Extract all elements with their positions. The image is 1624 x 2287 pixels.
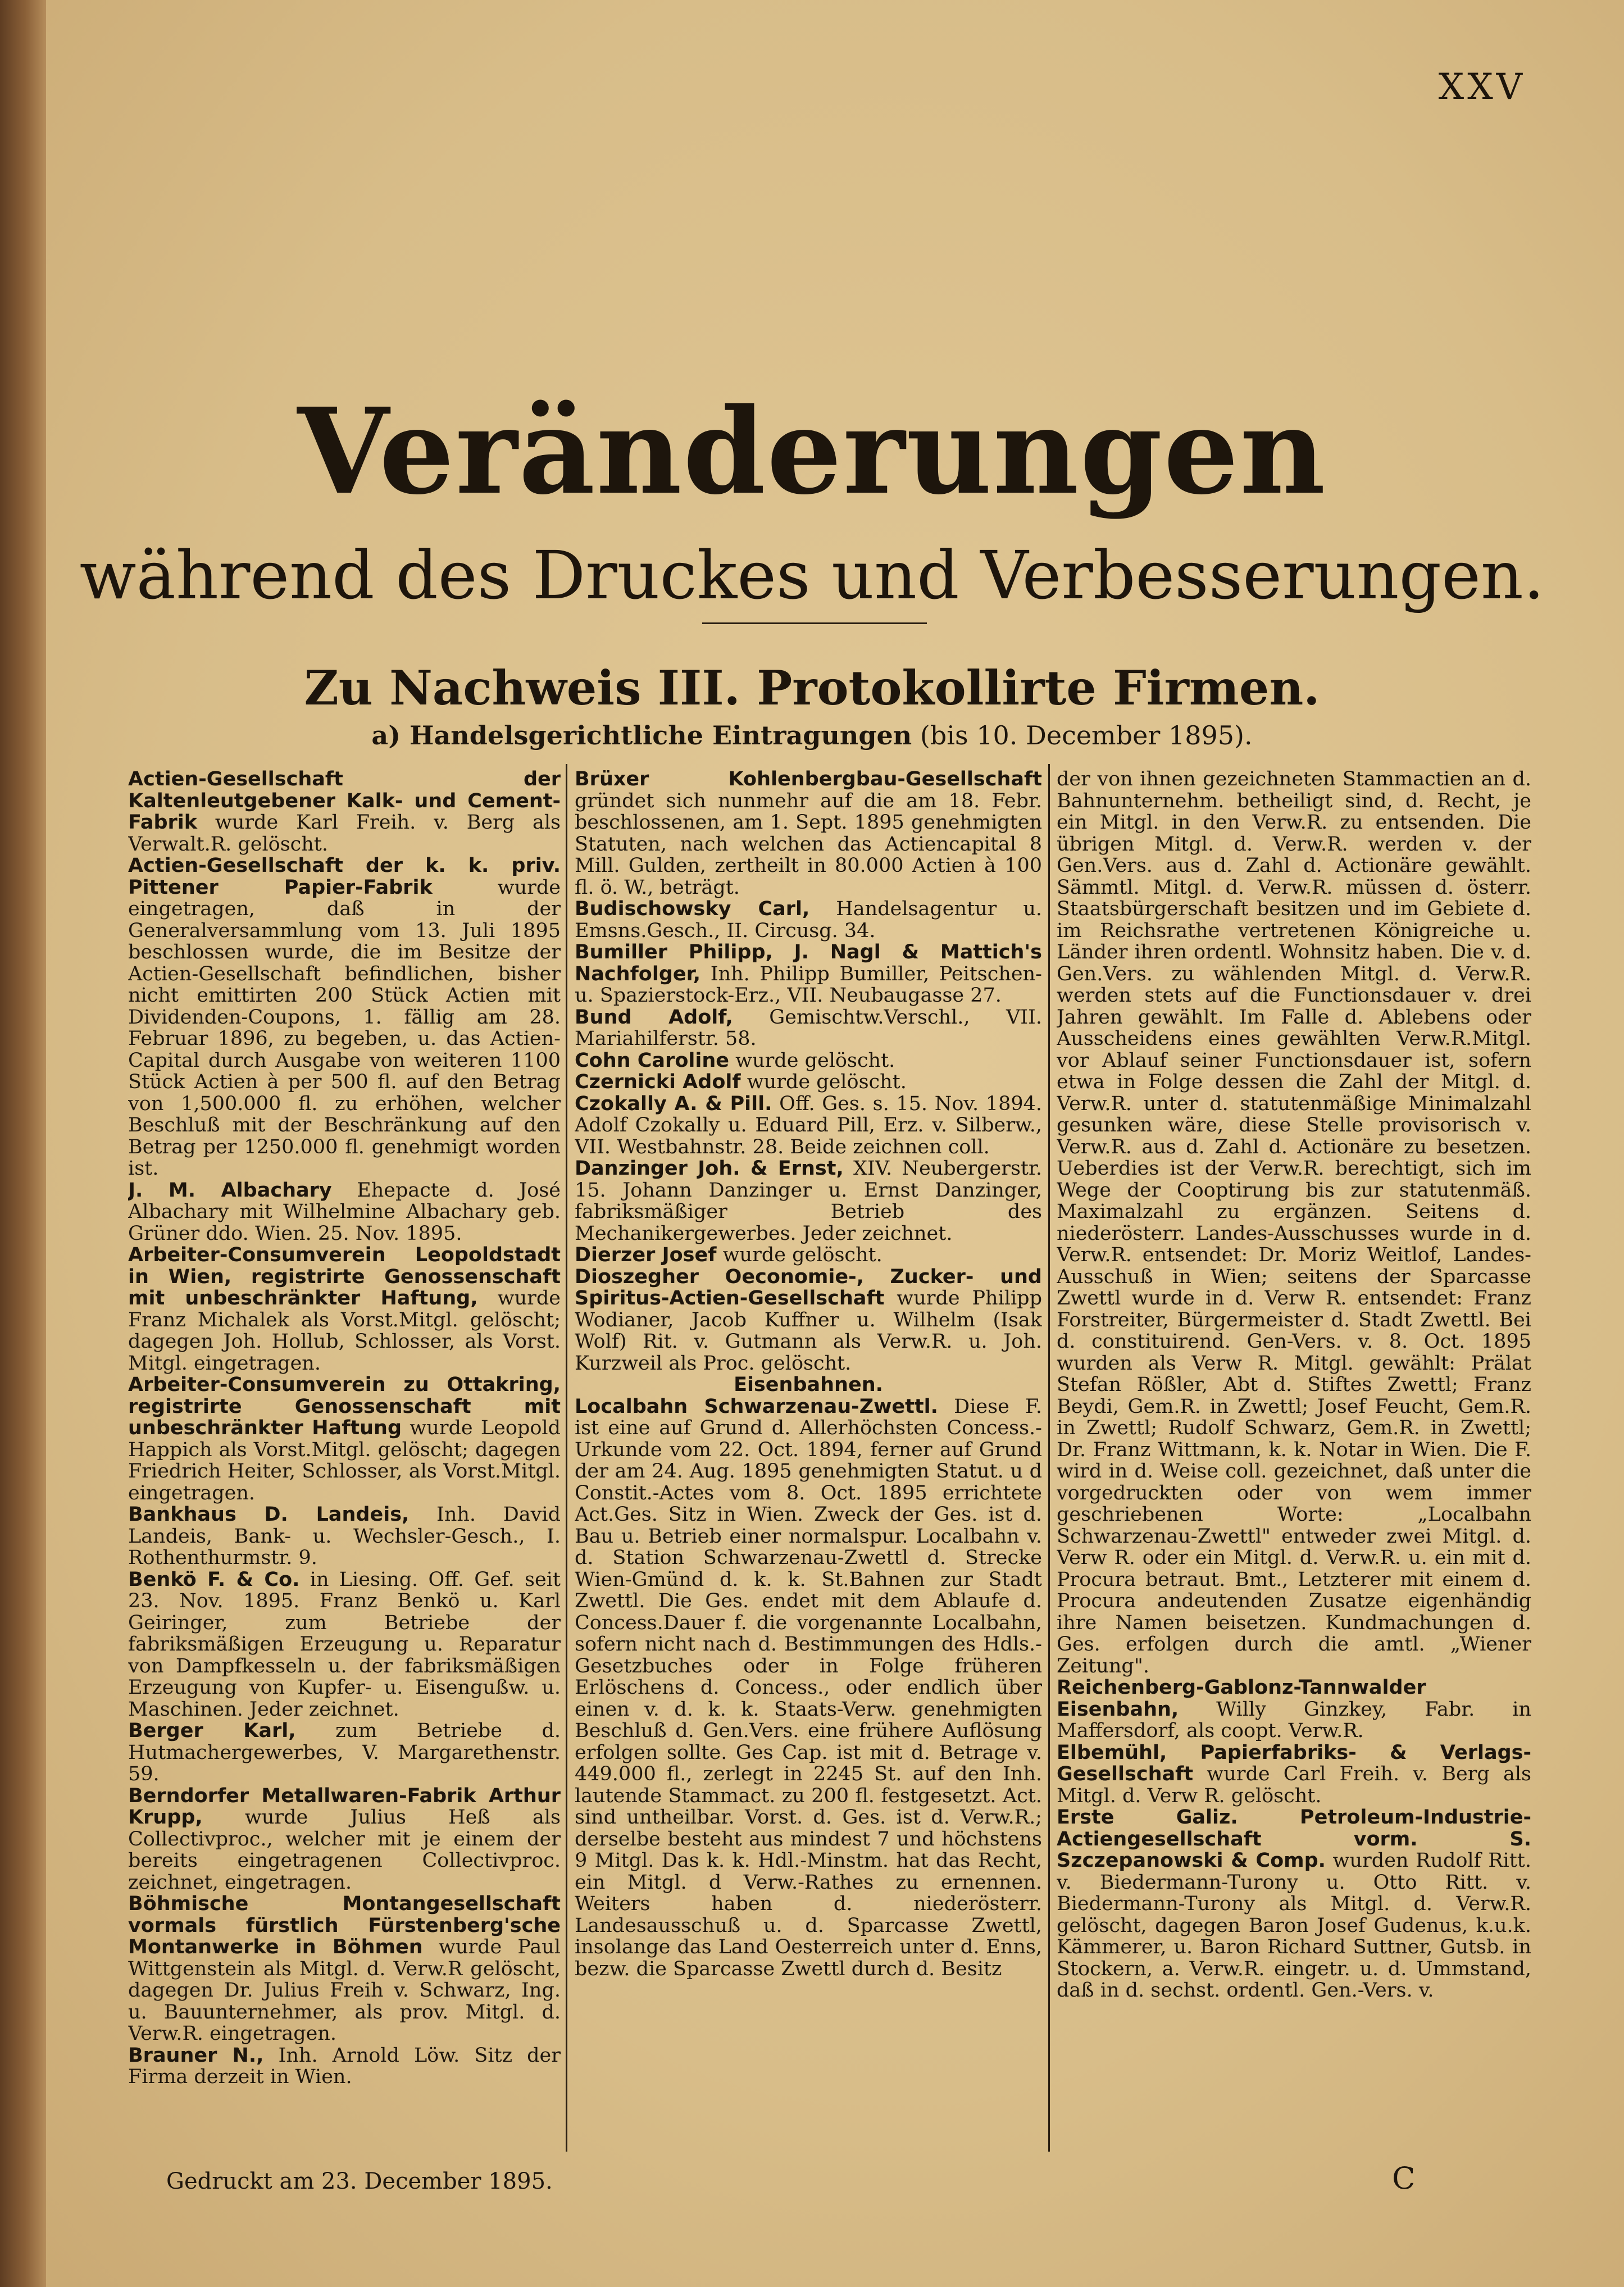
firm-name: Erste Galiz. Petroleum-Industrie-Actiengesellschaft vorm. S. Szczepanowski & Comp. (1057, 1806, 1531, 1872)
register-entry (575, 1266, 1042, 1375)
firm-name: Bund Adolf, (575, 1006, 733, 1029)
firm-name: Brüxer Kohlenbergbau-Gesellschaft (575, 769, 1042, 790)
title-divider (702, 622, 927, 624)
entry-text: wurde gelöscht. (729, 1049, 895, 1072)
register-entry (575, 1071, 1042, 1093)
firm-name: Localbahn Schwarzenau-Zwettl. (575, 1395, 938, 1418)
entry-text: Inh. Philipp Bumiller, Peitschen- u. Spazierstock-Erz., VII. Neubaugasse 27. (575, 962, 1042, 1007)
firm-name: Arbeiter-Consumverein zu Ottakring, registrirte Genossenschaft mit unbeschränkter Haftung (128, 1374, 561, 1439)
firm-name: Bumiller Philipp, J. Nagl & Mattich's Nachfolger, (575, 941, 1042, 985)
register-entry (575, 1050, 1042, 1072)
firm-name: Actien-Gesellschaft der k. k. priv. Pittener Papier-Fabrik (128, 854, 561, 899)
entry-text: wurde eingetragen, daß in der Generalversammlung vom 13. Juli 1895 beschlossen wurde, die im Besitze der Actien-Gesellschaft befindlichen, bisher nicht emittirten 200 Stück Actien mit Dividenden-Coupons, 1. fällig am 28. Februar 1896, zu begeben, u. das Actien-Capital durch Ausgabe von weiteren 1100 Stück Actien à per 500 fl. auf den Betrag von 1,500.000 fl. zu erhöhen, welcher Beschluß mit der Beschränkung auf den Betrag per 1250.000 fl. genehmigt worden ist. (128, 876, 561, 1180)
register-entry (575, 1396, 1042, 1980)
firm-name: Benkö F. & Co. (128, 1568, 300, 1591)
print-date: Gedruckt am 23. December 1895. (166, 2168, 553, 2194)
firm-name: Czokally A. & Pill. (575, 1092, 772, 1115)
firm-name: Dierzer Josef (575, 1244, 717, 1266)
firm-name: Actien-Gesellschaft der Kaltenleutgebener Kalk- und Cement-Fabrik (128, 769, 561, 834)
register-entry (128, 1180, 561, 1245)
entry-text: Inh. David Landeis, Bank- u. Wechsler-Gesch., I. Rothenthurmstr. 9. (128, 1503, 561, 1569)
entry-text: XIV. Neubergerstr. 15. Johann Danzinger u. Ernst Danzinger, fabriksmäßiger Betrieb des Mechanikergewerbes. Jeder zeichnet. (575, 1157, 1042, 1245)
firm-name: Berndorfer Metallwaren-Fabrik Arthur Krupp, (128, 1784, 561, 1829)
firm-name: Berger Karl, (128, 1720, 296, 1742)
firm-name: Budischowsky Carl, (575, 898, 810, 920)
entry-text: wurde Franz Michalek als Vorst.Mitgl. gelöscht; dagegen Joh. Hollub, Schlosser, als Vorst. Mitgl. eingetragen. (128, 1287, 561, 1375)
entry-text: in Liesing. Off. Gef. seit 23. Nov. 1895. Franz Benkö u. Karl Geiringer, zum Betriebe der fabriksmäßigen Erzeugung u. Reparatur von Dampfkesseln u. der fabriksmäßigen Erzeugung von Kupfer- u. Eisengußw. u. Maschinen. Jeder zeichnet. (128, 1568, 561, 1721)
firm-name: Czernicki Adolf (575, 1071, 741, 1093)
entry-text: Handelsagentur u. Emsns.Gesch., II. Circusg. 34. (575, 898, 1042, 942)
register-entry (575, 1007, 1042, 1050)
register-entry (1057, 1677, 1531, 1742)
entry-text: wurde gelöscht. (740, 1071, 907, 1093)
entry-text: wurde gelöscht. (716, 1244, 882, 1266)
firm-name: Danzinger Joh. & Ernst, (575, 1157, 844, 1180)
register-entry (128, 1785, 561, 1894)
firm-name: Bankhaus D. Landeis, (128, 1503, 410, 1526)
category-heading: Eisenbahnen. (734, 1374, 883, 1396)
entry-text: Willy Ginzkey, Fabr. in Maffersdorf, als coopt. Verw.R. (1057, 1698, 1531, 1742)
entry-text: wurden Rudolf Ritt. v. Biedermann-Turony u. Otto Ritt. v. Biedermann-Turony als Mitgl. d. Verw.R. gelöscht, dagegen Baron Josef Gudenus, k.u.k. Kämmerer, u. Baron Richard Suttner, Gutsb. in Stockern, a. Verw.R. eingetr. u. d. Ummstand, daß in d. sechst. ordentl. Gen.-Vers. v. (1057, 1849, 1531, 2002)
register-entry (1057, 1807, 1531, 2002)
entry-text: wurde Karl Freih. v. Berg als Verwalt.R. gelöscht. (128, 811, 561, 856)
register-entry (128, 1720, 561, 1785)
entry-text: Diese F. ist eine auf Grund d. Allerhöchsten Concess.-Urkunde vom 22. Oct. 1894, ferner auf Grund der am 24. Aug. 1895 genehmigten Statut. u d Constit.-Actes vom 8. Oct. 1895 errichtete Act.Ges. Sitz in Wien. Zweck der Ges. ist d. Bau u. Betrieb einer normalspur. Localbahn v. d. Station Schwarzenau-Zwettl d. Strecke Wien-Gmünd d. k. k. St.Bahnen zur Stadt Zwettl. Die Ges. endet mit dem Ablaufe d. Concess.Dauer f. die vorgenannte Localbahn, sofern nicht nach d. Bestimmungen des Hdls.-Gesetzbuches oder in Folge früheren Erlöschens d. Concess., oder endlich über einen v. d. k. k. Staats-Verw. genehmigten Beschluß d. Gen.Vers. eine frühere Auflösung erfolgen sollte. Ges Cap. ist mit d. Betrage v. 449.000 fl., zerlegt in 2245 St. auf den Inh. lautende Stammact. zu 200 fl. festgesetzt. Act. sind untheilbar. Vorst. d. Ges. ist d. Verw.R.; derselbe besteht aus mindest 7 und höchstens 9 Mitgl. Das k. k. Hdl.-Minstm. hat das Recht, ein Mitgl. d Verw.-Rathes zu ernennen. Weiters haben d. niederösterr. Landesausschuß u. d. Sparcasse Zwettl, insolange das Land Oesterreich unter d. Enns, bezw. die Sparcasse Zwettl durch d. Besitz (575, 1395, 1042, 1980)
register-entry (575, 1093, 1042, 1158)
register-entry (575, 769, 1042, 898)
entry-text: wurde Leopold Happich als Vorst.Mitgl. gelöscht; dagegen Friedrich Heiter, Schlosser, als Vorst.Mitgl. eingetragen. (128, 1417, 561, 1504)
register-entry (1057, 1742, 1531, 1807)
register-entry (128, 1244, 561, 1374)
register-entry (128, 1374, 561, 1504)
book-binding-edge (0, 0, 46, 2287)
section-subtitle-note: (bis 10. December 1895). (912, 720, 1253, 751)
section-subtitle-label: a) Handelsgerichtliche Eintragungen (371, 720, 912, 751)
entry-text: wurde Paul Wittgenstein als Mitgl. d. Verw.R gelöscht, dagegen Dr. Julius Freih v. Schwarz, Ing. u. Bauunternehmer, als prov. Mitgl. d. Verw.R. eingetragen. (128, 1936, 561, 2045)
register-entry (128, 1569, 561, 1721)
section-title: Zu Nachweis III. Protokollirte Firmen. (304, 660, 1320, 716)
register-entry (128, 855, 561, 1180)
entry-text: Ehepacte d. José Albachary mit Wilhelmine Albachary geb. Grüner ddo. Wien. 25. Nov. 1895. (128, 1179, 561, 1245)
signature-mark: C (1392, 2161, 1416, 2196)
entry-text: zum Betriebe d. Hutmachergewerbes, V. Margarethenstr. 59. (128, 1720, 561, 1785)
column-divider-1 (566, 764, 567, 2152)
firm-name: Cohn Caroline (575, 1049, 730, 1072)
register-entry (128, 1504, 561, 1569)
entry-text: der von ihnen gezeichneten Stammactien an d. Bahnunternehm. betheiligt sind, d. Recht, je ein Mitgl. in den Verw.R. zu entsenden. Die übrigen Mitgl. d. Verw.R. werden v. der Gen.Vers. aus d. Zahl d. Actionäre gewählt. Sämmtl. Mitgl. d. Verw.R. müssen d. österr. Staatsbürgerschaft besitzen und im Gebiete d. im Reichsrathe vertretenen Königreiche u. Länder ihren ordentl. Wohnsitz haben. Die v. d. Gen.Vers. zu wählenden Mitgl. d. Verw.R. werden stets auf die Functionsdauer v. drei Jahren gewählt. Im Falle d. Ablebens oder Ausscheidens eines gewählten Verw.R.Mitgl. vor Ablauf seiner Functionsdauer ist, sofern etwa in Folge dessen die Zahl der Mitgl. d. Verw.R. unter d. statutenmäßige Minimalzahl gesunken wäre, diese Stelle provisorisch v. Verw.R. aus d. Zahl d. Actionäre zu besetzen. Ueberdies ist der Verw.R. berechtigt, sich im Wege der Cooptirung bis zur statutenmäß. Maximalzahl zu ergänzen. Seitens d. niederösterr. Landes-Ausschusses wurde in d. Verw.R. entsendet: Dr. Moriz Weitlof, Landes-Ausschuß in Wien; seitens der Sparcasse Zwettl wurde in d. Verw R. entsendet: Franz Forstreiter, Bürgermeister d. Stadt Zwettl. Bei d. constituirend. Gen-Vers. v. 8. Oct. 1895 wurden als Verw R. Mitgl. gewählt: Prälat Stefan Rößler, Abt d. Stiftes Zwettl; Franz Beydi, Gem.R. in Zwettl; Josef Feucht, Gem.R. in Zwettl; Rudolf Schwarz, Gem.R. in Zwettl; Dr. Franz Wittmann, k. k. Notar in Wien. Die F. wird in d. Weise coll. gezeichnet, daß unter die vorgedruckten oder von wem immer geschriebenen Worte: „Localbahn Schwarzenau-Zwettl" entweder zwei Mitgl. d. Verw R. oder ein Mitgl. d. Verw.R. u. ein mit d. Procura betraut. Bmt., Letzterer mit einem d. Procura andeutenden Zusatze eigenhändig ihre Namen beisetzen. Kundmachungen d. Ges. erfolgen durch die amtl. „Wiener Zeitung". (1057, 769, 1531, 1677)
firm-name: Reichenberg-Gablonz-Tannwalder Eisenbahn, (1057, 1676, 1426, 1721)
firm-name: Elbemühl, Papierfabriks- & Verlags-Gesellschaft (1057, 1741, 1531, 1785)
register-entry (575, 942, 1042, 1007)
column-divider-2 (1048, 764, 1050, 2152)
register-entry (128, 1893, 561, 2045)
section-subtitle (0, 720, 1624, 751)
register-entry (1057, 769, 1531, 1677)
main-title: Veränderungen (297, 382, 1327, 521)
entry-text: wurde Philipp Wodianer, Jacob Kuffner u. Wilhelm (Isak Wolf) Rit. v. Gutmann als Verw.R. u. Joh. Kurzweil als Proc. gelöscht. (575, 1287, 1042, 1375)
register-entry (575, 1158, 1042, 1244)
firm-name: Brauner N., (128, 2044, 264, 2067)
text-column-3 (1057, 769, 1531, 2153)
register-entry (575, 1244, 1042, 1266)
subtitle: während des Druckes und Verbesserungen. (79, 536, 1545, 614)
entry-text: Gemischtw.Verschl., VII. Mariahilferstr. 58. (575, 1006, 1042, 1050)
register-entry (128, 769, 561, 855)
entry-text: Off. Ges. s. 15. Nov. 1894. Adolf Czokally u. Eduard Pill, Erz. v. Silberw., VII. Westbahnstr. 28. Beide zeichnen coll. (575, 1092, 1042, 1158)
register-entry (575, 898, 1042, 942)
text-column-1 (128, 769, 561, 2153)
page-number: XXV (1438, 66, 1526, 108)
text-column-2 (575, 769, 1042, 2153)
entry-text: gründet sich nunmehr auf die am 18. Febr. beschlossenen, am 1. Sept. 1895 genehmigten Statuten, nach welchen das Actiencapital 8 Mill. Gulden, zertheilt in 80.000 Actien à 100 fl. ö. W., beträgt. (575, 789, 1042, 899)
firm-name: J. M. Albachary (128, 1179, 332, 1202)
firm-name: Böhmische Montangesellschaft vormals fürstlich Fürstenberg'sche Montanwerke in Böhmen (128, 1893, 561, 1958)
register-entry (128, 2045, 561, 2088)
entry-text: wurde Carl Freih. v. Berg als Mitgl. d. Verw R. gelöscht. (1057, 1763, 1531, 1807)
firm-name: Arbeiter-Consumverein Leopoldstadt in Wien, registrirte Genossenschaft mit unbeschränkter Haftung, (128, 1244, 561, 1310)
entry-text: Inh. Arnold Löw. Sitz der Firma derzeit in Wien. (128, 2044, 561, 2088)
firm-name: Dioszegher Oeconomie-, Zucker- und Spiritus-Actien-Gesellschaft (575, 1265, 1042, 1310)
entry-text: wurde Julius Heß als Collectivproc., welcher mit je einem der bereits eingetragenen Collectivproc. zeichnet, eingetragen. (128, 1806, 561, 1894)
